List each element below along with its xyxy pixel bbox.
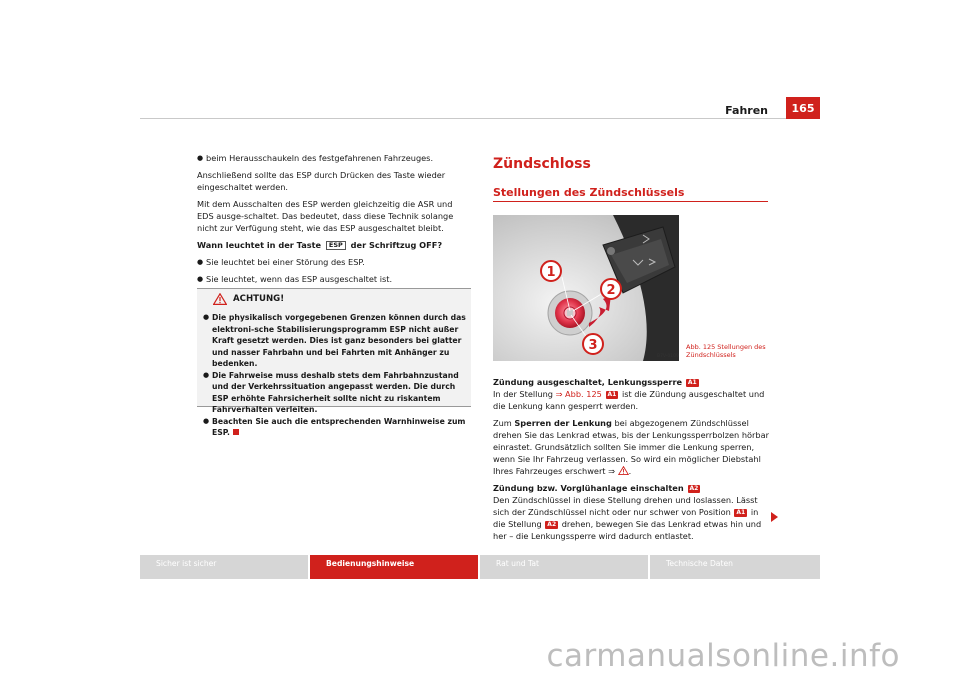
figure-caption: Abb. 125 Stellungen des Zündschlüssels [686,343,766,359]
text: Den Zündschlüssel in diese Stellung drehen und loslassen. Lässt sich der Zündschlüssel nicht oder nur schwer von Position [493,495,758,517]
bullet-item: ● beim Herausschaukeln des festgefahrenen Fahrzeuges. [197,152,471,164]
ignition-figure [493,215,679,361]
footer-tab-sicher[interactable]: Sicher ist sicher [156,559,217,568]
bullet-item: ● Sie leuchtet, wenn das ESP ausgeschaltet ist. [197,273,471,285]
header-rule [140,118,820,119]
position-badge: A1 [687,379,697,386]
warning-triangle-icon [213,293,227,305]
figure-code: B7V-0109 [657,354,679,359]
esp-key-symbol: ESP [326,241,346,250]
question-text-end: der Schriftzug OFF? [350,240,443,250]
position-badge: A2 [547,521,557,528]
warning-box [197,288,471,437]
text: bei abgezogenem Zündschlüssel drehen Sie das Lenkrad etwas, bis der Lenkungssperrbolzen hörbar einrastet. Grundsätzlich sollten Sie immer die Lenkung sperren, wenn Sie Ihr Fahrzeug verlassen. So wird ein möglicher Diebstahl Ihres Fahrzeuges erschwert ⇒ [493,418,769,476]
section-title-text: Zündung bzw. Vorglühanlage einschalten [493,483,684,493]
next-page-arrow-icon[interactable] [771,512,778,522]
footer-tab-rat[interactable]: Rat und Tat [496,559,540,568]
text: Zum [493,418,512,428]
warning-item [203,416,467,439]
page-number: 165 [786,97,820,119]
bullet-item: ● Sie leuchtet bei einer Störung des ESP. [197,256,471,268]
warning-body [203,312,467,439]
callout-2 [601,279,621,299]
text: ist die Zündung ausgeschaltet und die Lenkung kann gesperrt werden. [493,389,765,411]
text: drehen, bewegen Sie das Lenkrad etwas hin und her – die Lenkungssperre wird dadurch entlastet. [493,519,762,541]
bold-text: Sperren der Lenkung [514,418,612,428]
left-column [197,152,471,290]
callout-1 [541,261,561,281]
figure-link[interactable]: ⇒ Abb. 125 [555,389,602,399]
paragraph: Mit dem Ausschalten des ESP werden gleichzeitig die ASR und EDS ausge-schaltet. Das bedeutet, dass diese Technik solange nicht zur Verfügung steht, wie das ESP ausgeschaltet bleibt. [197,199,454,233]
paragraph [493,388,769,412]
paragraph: Anschließend sollte das ESP durch Drücken des Taste wieder eingeschaltet werden. [197,170,446,192]
watermark: carmanualsonline.info [546,638,900,674]
warning-item-text: Beachten Sie auch die entsprechenden Warnhinweise zum ESP. [212,416,466,437]
right-column [493,376,769,547]
warning-triangle-icon [618,466,629,475]
paragraph [493,494,769,542]
warning-item: ● Die Fahrweise muss deshalb stets dem Fahrbahnzustand und der Verkehrssituation angepasst werden. Die durch ESP erhöhte Fahrsicherheit sollte nicht zu riskantem Fahrverhalten verleiten. [203,370,467,416]
position-badge: A1 [736,509,746,516]
end-marker-icon [233,429,239,435]
position-badge: A2 [689,485,699,492]
warning-item: ● Die physikalisch vorgegebenen Grenzen können durch das elektroni-sche Stabilisierungsprogramm ESP nicht außer Kraft gesetzt werden. Dies ist ganz besonders bei glatter und nasser Fahrbahn und bei Fahrten mit Anhänger zu bedenken. [203,312,467,370]
text: in die Stellung [493,507,759,529]
svg-text:2: 2 [606,283,616,298]
section-heading: Zündschloss [493,156,591,172]
paragraph: Zum Sperren der Lenkung bei abgezogenem Zündschlüssel drehen Sie das Lenkrad etwas, bis der Lenkungssperrbolzen hörbar einrastet. Grundsätzlich sollten Sie immer die Lenkung sperren, wenn Sie Ihr Fahrzeug verlassen. So wird ein möglicher Diebstahl Ihres Fahrzeuges erschwert ⇒ . [493,418,769,476]
question-heading [197,239,471,251]
ignition-illustration [493,215,679,361]
svg-text:1: 1 [546,265,556,280]
subsection-rule [493,201,768,202]
footer-nav [140,555,820,579]
section-title [493,376,769,388]
warning-header [213,293,284,305]
text: In der Stellung [493,389,553,399]
svg-text:3: 3 [588,338,598,353]
footer-tab-bedienung[interactable]: Bedienungshinweise [310,555,478,579]
page-title: Fahren [725,104,768,117]
section-title [493,482,769,494]
callout-3 [583,334,603,354]
warning-title: ACHTUNG! [233,294,285,304]
subsection-heading: Stellungen des Zündschlüssels [493,186,685,199]
footer-tab-technische[interactable]: Technische Daten [666,559,733,568]
position-badge: A1 [607,391,617,398]
question-text: Wann leuchtet in der Taste [197,240,322,250]
section-title-text: Zündung ausgeschaltet, Lenkungssperre [493,377,683,387]
